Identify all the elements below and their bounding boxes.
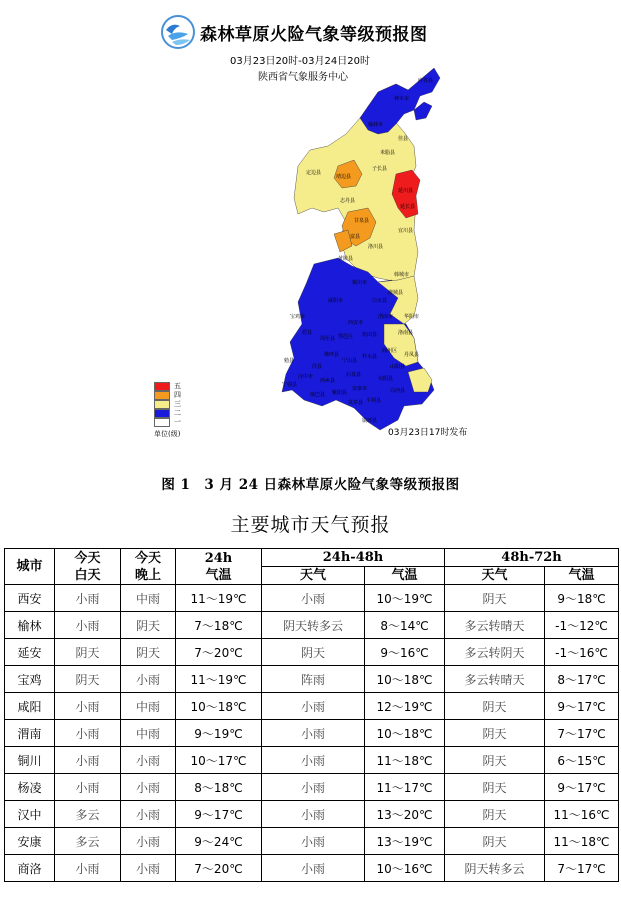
temp-cell: 13～19℃ xyxy=(365,828,445,855)
temp-cell: 13～20℃ xyxy=(365,801,445,828)
label-luochuan: 洛川县 xyxy=(368,244,384,250)
label-weinan: 渭南市 xyxy=(378,314,394,320)
label-shiquan: 石泉县 xyxy=(346,372,362,378)
label-zhidan: 志丹县 xyxy=(340,198,356,204)
label-baihe: 白河县 xyxy=(390,388,406,394)
temp-cell: 12～19℃ xyxy=(365,693,445,720)
weather-cell: 阴天 xyxy=(445,774,545,801)
header-city: 城市 xyxy=(5,549,55,585)
label-zichang: 子长县 xyxy=(372,166,388,172)
legend-row xyxy=(154,400,181,409)
temp-cell: 10～19℃ xyxy=(365,585,445,612)
table-row xyxy=(5,666,619,693)
city-cell: 榆林 xyxy=(5,612,55,639)
legend-row xyxy=(154,382,181,391)
label-shenmu: 神木市 xyxy=(394,96,410,102)
label-baishui: 白水县 xyxy=(372,298,388,304)
weather-cell: 小雨 xyxy=(262,720,365,747)
temp-cell: -1～16℃ xyxy=(545,639,619,666)
label-yichuan: 宜川县 xyxy=(398,228,414,234)
temp-cell: 11～18℃ xyxy=(545,828,619,855)
weather-cell: 小雨 xyxy=(121,855,176,882)
temp-cell: 7～20℃ xyxy=(176,639,262,666)
map-region-level2-north-tip-2 xyxy=(414,102,432,120)
label-zhashui: 柞水县 xyxy=(362,354,378,360)
legend-swatch xyxy=(154,382,170,391)
temp-cell: 10～17℃ xyxy=(176,747,262,774)
header-24h-temp: 24h 气温 xyxy=(176,549,262,585)
weather-cell: 小雨 xyxy=(262,801,365,828)
weather-cell: 多云转晴天 xyxy=(445,666,545,693)
figure-header xyxy=(160,14,428,50)
label-danfeng: 丹凤县 xyxy=(404,352,420,358)
label-zhouzhi: 周至县 xyxy=(320,336,336,342)
weather-cell: 小雨 xyxy=(55,720,121,747)
temp-cell: 9～18℃ xyxy=(545,585,619,612)
label-ningshan: 宁山县 xyxy=(342,358,358,364)
temp-cell: -1～12℃ xyxy=(545,612,619,639)
weather-cell: 阴天 xyxy=(445,828,545,855)
weather-cell: 阴天转多云 xyxy=(445,855,545,882)
table-row xyxy=(5,855,619,882)
weather-cell: 小雨 xyxy=(55,585,121,612)
label-mianxian: 勉县 xyxy=(284,358,295,364)
label-zhenping: 镇坪县 xyxy=(362,418,378,424)
label-jiaxian: 佳县 xyxy=(398,136,409,142)
temp-cell: 11～18℃ xyxy=(365,747,445,774)
label-hancheng: 韩城市 xyxy=(394,272,410,278)
label-jingbian: 靖边县 xyxy=(336,174,352,180)
table-body xyxy=(5,585,619,882)
temp-cell: 10～18℃ xyxy=(176,693,262,720)
legend-label: 二 xyxy=(174,409,181,417)
legend-row xyxy=(154,409,181,418)
temp-cell: 7～20℃ xyxy=(176,855,262,882)
temp-cell: 9～24℃ xyxy=(176,828,262,855)
legend-swatch xyxy=(154,400,170,409)
label-huayin: 华阴市 xyxy=(404,314,420,320)
label-langao: 岚皋县 xyxy=(348,400,364,406)
weather-cell: 小雨 xyxy=(262,774,365,801)
label-dingbian: 定边县 xyxy=(306,170,322,176)
label-tongchuan: 铜川市 xyxy=(352,280,368,286)
weather-cell: 阴天 xyxy=(445,693,545,720)
legend-swatch xyxy=(154,409,170,418)
weather-cell: 阴天 xyxy=(445,801,545,828)
temp-cell: 11～16℃ xyxy=(545,801,619,828)
city-cell: 渭南 xyxy=(5,720,55,747)
weather-cell: 小雨 xyxy=(262,585,365,612)
legend-label: 四 xyxy=(174,391,181,399)
weather-cell: 小雨 xyxy=(121,666,176,693)
issued-time: 03月23日17时发布 xyxy=(388,428,468,438)
label-foping: 佛坪县 xyxy=(324,352,340,358)
temp-cell: 9～17℃ xyxy=(545,774,619,801)
city-cell: 汉中 xyxy=(5,801,55,828)
weather-cell: 多云 xyxy=(55,828,121,855)
header-today-night: 今天 晚上 xyxy=(121,549,176,585)
weather-cell: 阴天 xyxy=(445,720,545,747)
table-header-row xyxy=(5,549,619,567)
temp-cell: 9～16℃ xyxy=(365,639,445,666)
legend-row xyxy=(154,418,181,427)
label-fuxian: 富县 xyxy=(350,234,361,240)
shaanxi-fire-risk-map xyxy=(228,62,448,442)
temp-cell: 11～19℃ xyxy=(176,666,262,693)
temp-cell: 11～19℃ xyxy=(176,585,262,612)
city-cell: 延安 xyxy=(5,639,55,666)
label-ningqiang: 宁强县 xyxy=(282,382,298,388)
label-yangxian: 洋县 xyxy=(312,364,323,370)
table-row xyxy=(5,585,619,612)
weather-cell: 阴天 xyxy=(445,747,545,774)
legend-unit: 单位(级) xyxy=(154,430,181,438)
temp-cell: 9～17℃ xyxy=(545,693,619,720)
header-today-day: 今天 白天 xyxy=(55,549,121,585)
weather-cell: 阴天转多云 xyxy=(262,612,365,639)
table-row xyxy=(5,612,619,639)
city-cell: 安康 xyxy=(5,828,55,855)
weather-cell: 小雨 xyxy=(55,612,121,639)
weather-cell: 中雨 xyxy=(121,720,176,747)
forecast-period: 03月23日20时-03月24日20时 xyxy=(230,56,370,67)
weather-cell: 阵雨 xyxy=(262,666,365,693)
label-xunyang: 旬阳县 xyxy=(378,376,394,382)
table-row xyxy=(5,720,619,747)
city-cell: 咸阳 xyxy=(5,693,55,720)
label-yulin: 榆林市 xyxy=(368,122,384,128)
label-baoji: 宝鸡市 xyxy=(290,314,306,320)
label-shanyang: 山阳县 xyxy=(390,364,406,370)
temp-cell: 7～17℃ xyxy=(545,855,619,882)
fire-risk-legend xyxy=(154,382,181,439)
label-luonan: 洛南县 xyxy=(398,330,414,336)
temp-cell: 9～19℃ xyxy=(176,720,262,747)
legend-label: 三 xyxy=(174,400,181,408)
weather-cell: 小雨 xyxy=(55,747,121,774)
label-huangling: 黄陵县 xyxy=(338,256,354,262)
legend-swatch xyxy=(154,391,170,400)
weather-cell: 小雨 xyxy=(121,774,176,801)
subheader-temp: 气温 xyxy=(545,567,619,585)
temp-cell: 8～17℃ xyxy=(545,666,619,693)
table-row xyxy=(5,747,619,774)
temp-cell: 9～17℃ xyxy=(176,801,262,828)
label-fugu: 府谷县 xyxy=(418,78,434,84)
temp-cell: 8～14℃ xyxy=(365,612,445,639)
label-meixian: 眉县 xyxy=(302,330,313,336)
label-shangzhou: 商州区 xyxy=(382,348,398,354)
subheader-weather: 天气 xyxy=(262,567,365,585)
city-weather-table xyxy=(4,548,619,882)
label-ziyang: 紫阳县 xyxy=(332,390,348,396)
subheader-temp: 气温 xyxy=(365,567,445,585)
weather-cell: 阴天 xyxy=(55,639,121,666)
weather-cell: 小雨 xyxy=(55,693,121,720)
subheader-weather: 天气 xyxy=(445,567,545,585)
legend-swatch xyxy=(154,418,170,427)
weather-cell: 多云 xyxy=(55,801,121,828)
temp-cell: 10～18℃ xyxy=(365,720,445,747)
weather-cell: 阴天 xyxy=(121,612,176,639)
label-xianyang: 咸阳市 xyxy=(328,298,344,304)
label-xixiang: 西乡县 xyxy=(320,378,336,384)
city-cell: 商洛 xyxy=(5,855,55,882)
weather-cell: 小雨 xyxy=(121,828,176,855)
label-ganquan: 甘泉县 xyxy=(354,218,370,224)
label-zhenba: 镇巴县 xyxy=(310,392,326,398)
legend-label: 五 xyxy=(174,382,181,390)
weather-cell: 中雨 xyxy=(121,585,176,612)
temp-cell: 7～17℃ xyxy=(545,720,619,747)
weather-service-logo-icon xyxy=(160,14,196,50)
header-24h-48h: 24h-48h xyxy=(262,549,445,567)
label-yanchang: 延长县 xyxy=(400,204,416,210)
weather-cell: 中雨 xyxy=(121,693,176,720)
city-cell: 西安 xyxy=(5,585,55,612)
label-ankang: 安康市 xyxy=(352,386,368,392)
table-row xyxy=(5,639,619,666)
weather-cell: 小雨 xyxy=(262,828,365,855)
weather-cell: 多云转阴天 xyxy=(445,639,545,666)
label-hanzhong: 汉中市 xyxy=(298,374,314,380)
table-row xyxy=(5,828,619,855)
temp-cell: 10～16℃ xyxy=(365,855,445,882)
weather-cell: 小雨 xyxy=(262,693,365,720)
temp-cell: 7～18℃ xyxy=(176,612,262,639)
table-row xyxy=(5,774,619,801)
city-cell: 宝鸡 xyxy=(5,666,55,693)
city-cell: 铜川 xyxy=(5,747,55,774)
label-mizhi: 米脂县 xyxy=(380,150,396,156)
weather-cell: 阴天 xyxy=(55,666,121,693)
weather-cell: 小雨 xyxy=(121,747,176,774)
label-xian: 西安市 xyxy=(348,320,364,326)
table-row xyxy=(5,693,619,720)
temp-cell: 10～18℃ xyxy=(365,666,445,693)
label-chengcheng: 澄城县 xyxy=(388,290,404,296)
legend-row xyxy=(154,391,181,400)
temp-cell: 6～15℃ xyxy=(545,747,619,774)
label-huxian: 鄠邑区 xyxy=(338,334,354,340)
temp-cell: 11～17℃ xyxy=(365,774,445,801)
weather-cell: 小雨 xyxy=(262,747,365,774)
label-lantian: 蓝田县 xyxy=(362,332,378,338)
legend-label: 一 xyxy=(174,418,181,426)
label-yanchuan: 延川县 xyxy=(398,188,414,194)
figure-caption: 图 1 3 月 24 日森林草原火险气象等级预报图 xyxy=(161,477,460,493)
weather-cell: 小雨 xyxy=(262,855,365,882)
weather-cell: 小雨 xyxy=(121,801,176,828)
weather-cell: 阴天 xyxy=(445,585,545,612)
table-title: 主要城市天气预报 xyxy=(230,514,391,536)
label-pingli: 平利县 xyxy=(366,398,382,404)
issuing-center: 陕西省气象服务中心 xyxy=(258,72,348,83)
weather-cell: 小雨 xyxy=(55,774,121,801)
weather-cell: 阴天 xyxy=(262,639,365,666)
header-48h-72h: 48h-72h xyxy=(445,549,619,567)
figure-title: 森林草原火险气象等级预报图 xyxy=(200,24,428,45)
weather-cell: 多云转晴天 xyxy=(445,612,545,639)
weather-cell: 阴天 xyxy=(121,639,176,666)
city-cell: 杨凌 xyxy=(5,774,55,801)
temp-cell: 8～18℃ xyxy=(176,774,262,801)
table-row xyxy=(5,801,619,828)
weather-cell: 小雨 xyxy=(55,855,121,882)
